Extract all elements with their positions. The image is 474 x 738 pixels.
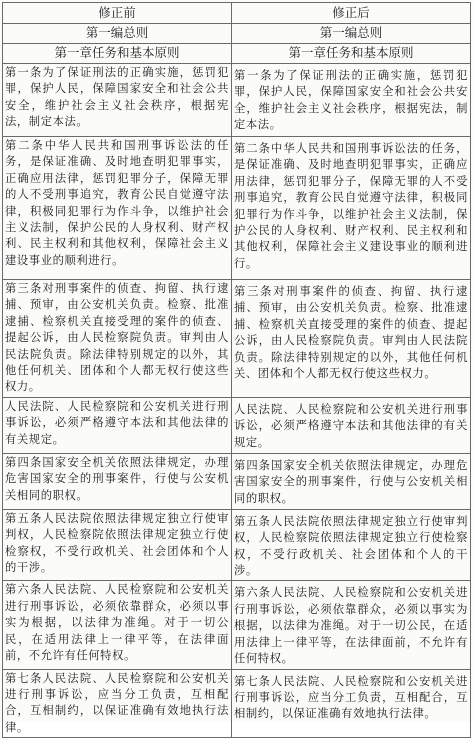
article-row [3, 64, 471, 137]
article-after: 第五条人民法院依照法律规定独立行使审判权，人民检察院依照法律规定独立行使检察权，不受行政机关、社会团体和个人的干涉。 [232, 509, 471, 581]
article-before: 第五条人民法院依照法律规定独立行使审判权，人民检察院依照法律规定独立行使检察权，不受行政机关、社会团体和个人的干涉。 [3, 509, 232, 581]
chapter-row [3, 44, 471, 64]
chapter-title-before: 第一章任务和基本原则 [3, 44, 232, 64]
section-title-before: 第一编总则 [3, 24, 232, 44]
header-row [3, 3, 471, 24]
article-row [3, 581, 471, 669]
article-before: 第三条对刑事案件的侦查、拘留、执行逮捕、预审，由公安机关负责。检察、批准逮捕、检察机关直接受理的案件的侦查、提起公诉，由人民检察院负责。审判由人民法院负责。除法律特别规定的以外，其他任何机关、团体和个人都无权行使这些权力。 [3, 280, 232, 398]
article-after: 第六条人民法院、人民检察院和公安机关进行刑事诉讼，必须依靠群众，必须以事实为根据，以法律为准绳。对于一切公民，在适用法律上一律平等，在法律面前，不允许有任何特权。 [232, 581, 471, 669]
article-row [3, 280, 471, 398]
article-row [3, 397, 471, 453]
section-row [3, 24, 471, 44]
article-before: 第六条人民法院、人民检察院和公安机关进行刑事诉讼，必须依靠群众，必须以事实为根据，以法律为准绳。对于一切公民，在适用法律上一律平等，在法律面前，不允许有任何特权。 [3, 581, 232, 669]
article-row [3, 137, 471, 280]
article-row [3, 669, 471, 738]
article-before: 人民法院、人民检察院和公安机关进行刑事诉讼，必须严格遵守本法和其他法律的有关规定。 [3, 397, 232, 453]
section-title-after: 第一编总则 [232, 24, 471, 44]
article-after: 人民法院、人民检察院和公安机关进行刑事诉讼，必须严格遵守本法和其他法律的有关规定。 [232, 397, 471, 453]
article-after: 第三条对刑事案件的侦查、拘留、执行逮捕、预审，由公安机关负责。检察、批准逮捕、检察机关直接受理的案件的侦查、提起公诉，由人民检察院负责。审判由人民法院负责。除法律特别规定的以外，其他任何机关、团体和个人都无权行使这些权力。 [232, 280, 471, 398]
article-after: 第一条为了保证刑法的正确实施，惩罚犯罪，保护人民，保障国家安全和社会公共安全，维护社会主义社会秩序，根据宪法，制定本法。 [232, 64, 471, 137]
column-header-after: 修正后 [232, 3, 471, 24]
article-row [3, 453, 471, 509]
column-header-before: 修正前 [3, 3, 232, 24]
article-after: 第七条人民法院、人民检察院和公安机关进行刑事诉讼，应当分工负责，互相配合，互相制约，以保证准确有效地执行法律。 [232, 669, 471, 738]
article-before: 第七条人民法院、人民检察院和公安机关进行刑事诉讼，应当分工负责，互相配合，互相制约，以保证准确有效地执行法律。 [3, 669, 232, 738]
article-row [3, 509, 471, 581]
article-before: 第二条中华人民共和国刑事诉讼法的任务，是保证准确、及时地查明犯罪事实，正确应用法律，惩罚犯罪分子，保障无罪的人不受刑事追究，教育公民自觉遵守法律，积极同犯罪行为作斗争，以维护社会主义法制，保护公民的人身权利、财产权利、民主权利和其他权利，保障社会主义建设事业的顺利进行。 [3, 137, 232, 280]
article-after: 第四条国家安全机关依照法律规定，办理危害国家安全的刑事案件，行使与公安机关相同的职权。 [232, 453, 471, 509]
article-after: 第二条中华人民共和国刑事诉讼法的任务，是保证准确、及时地查明犯罪事实，正确应用法律，惩罚犯罪分子，保障无罪的人不受刑事追究，教育公民自觉遵守法律，积极同犯罪行为作斗争，以维护社会主义法制，保护公民的人身权利、财产权利、民主权利和其他权利，保障社会主义建设事业的顺利进行。 [232, 137, 471, 280]
chapter-title-after: 第一章任务和基本原则 [232, 44, 471, 64]
article-before: 第四条国家安全机关依照法律规定，办理危害国家安全的刑事案件，行使与公安机关相同的职权。 [3, 453, 232, 509]
comparison-table [2, 2, 471, 738]
article-before: 第一条为了保证刑法的正确实施，惩罚犯罪，保护人民，保障国家安全和社会公共安全，维护社会主义社会秩序，根据宪法，制定本法。 [3, 64, 232, 137]
